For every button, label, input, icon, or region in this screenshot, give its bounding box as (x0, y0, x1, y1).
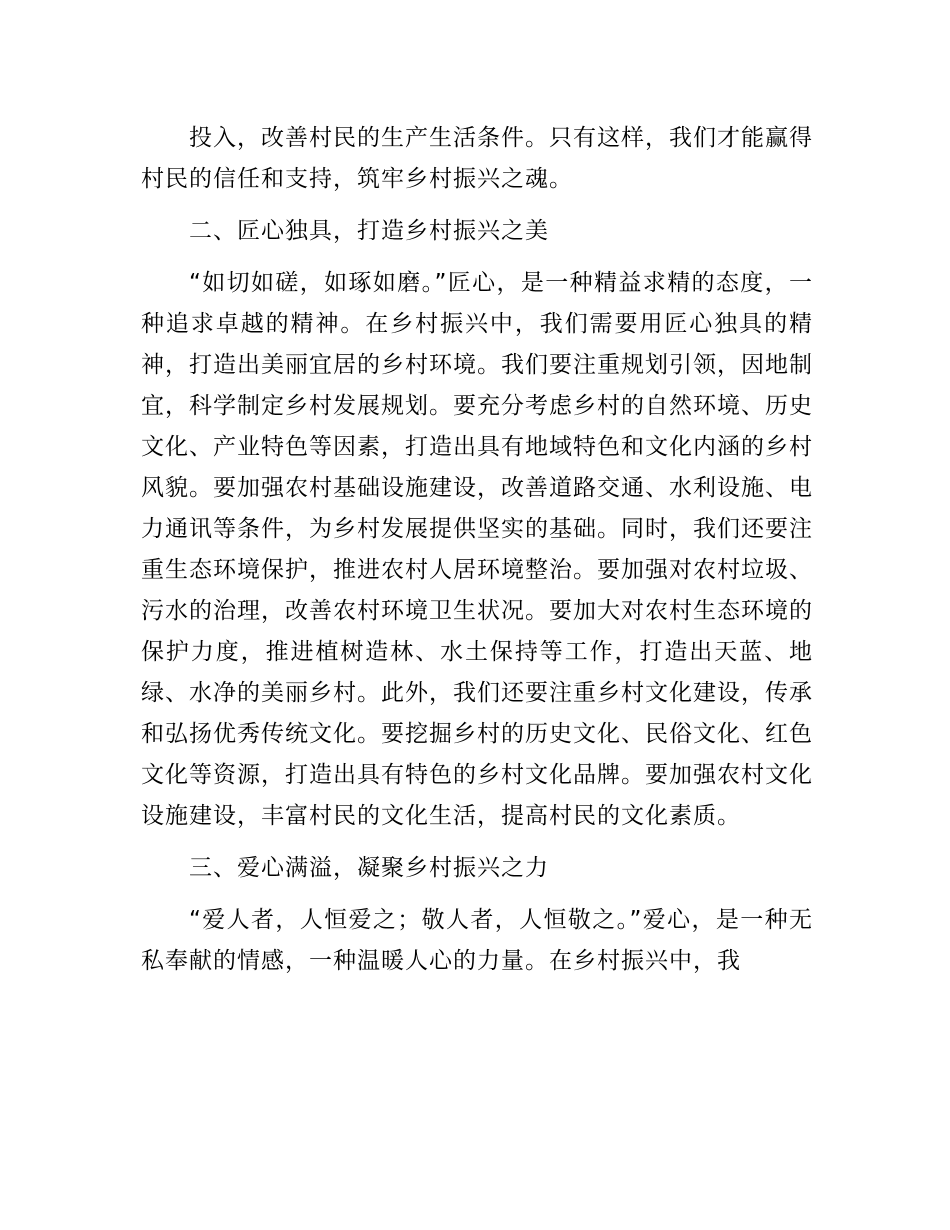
section-heading-3: 三、爱心满溢，凝聚乡村振兴之力 (189, 855, 549, 881)
paragraph-section-3: “爱人者，人恒爱之；敬人者，人恒敬之。”爱心，是一种无私奉献的情感，一种温暖人心的力量。在乡村振兴中，我 (141, 907, 813, 974)
section-heading-2: 二、匠心独具，打造乡村振兴之美 (189, 218, 549, 244)
paragraph-section-2: “如切如磋，如琢如磨。”匠心，是一种精益求精的态度，一种追求卓越的精神。在乡村振兴中，我们需要用匠心独具的精神，打造出美丽宜居的乡村环境。我们要注重规划引领，因地制宜，科学制定乡村发展规划。要充分考虑乡村的自然环境、历史文化、产业特色等因素，打造出具有地域特色和文化内涵的乡村风貌。要加强农村基础设施建设，改善道路交通、水利设施、电力通讯等条件，为乡村发展提供坚实的基础。同时，我们还要注重生态环境保护，推进农村人居环境整治。要加强对农村垃圾、污水的治理，改善农村环境卫生状况。要加大对农村生态环境的保护力度，推进植树造林、水土保持等工作，打造出天蓝、地绿、水净的美丽乡村。此外，我们还要注重乡村文化建设，传承和弘扬优秀传统文化。要挖掘乡村的历史文化、民俗文化、红色文化等资源，打造出具有特色的乡村文化品牌。要加强农村文化设施建设，丰富村民的文化生活，提高村民的文化素质。 (141, 270, 813, 829)
document-body (141, 118, 813, 993)
paragraph-continuation: 投入，改善村民的生产生活条件。只有这样，我们才能赢得村民的信任和支持，筑牢乡村振兴之魂。 (141, 125, 813, 192)
